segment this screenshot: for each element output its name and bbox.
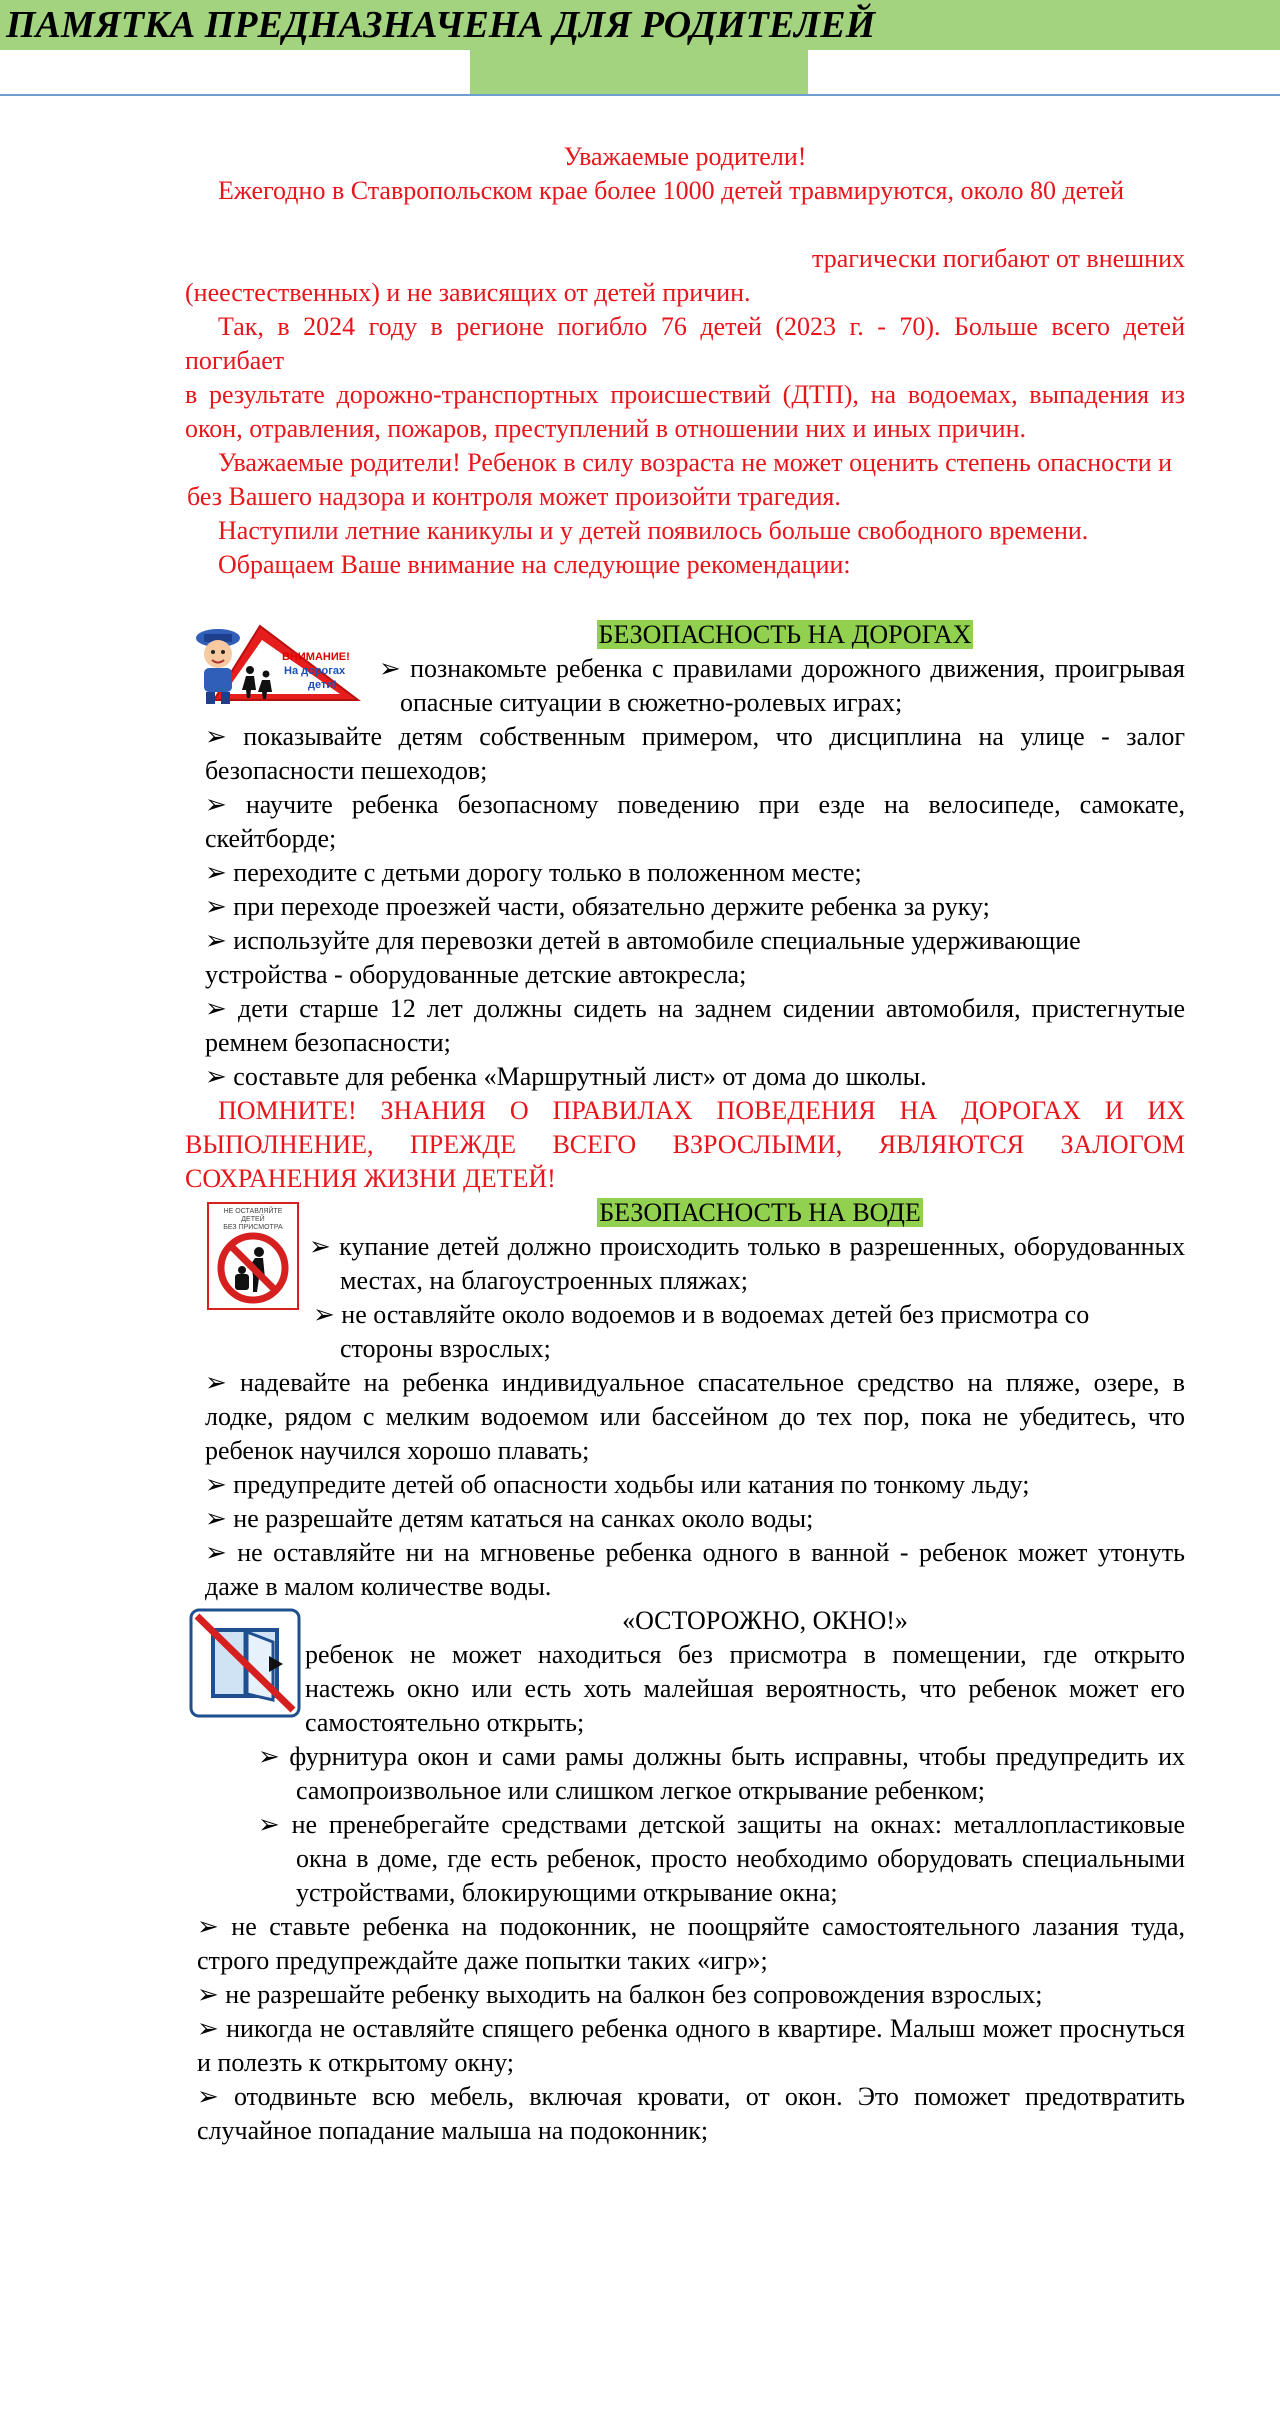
intro-p1b: трагически погибают от внешних [812, 244, 1185, 273]
window-heading [185, 1604, 1185, 1638]
road-item-3: ➢ научите ребенка безопасному поведению при езде на велосипеде, самокате, скейтборде; [205, 790, 1185, 853]
water-item-4: ➢ предупредите детей об опасности ходьбы или катания по тонкому льду; [205, 1470, 1030, 1499]
header-tab-block [470, 50, 808, 94]
road-heading-text: БЕЗОПАСНОСТЬ НА ДОРОГАХ [598, 620, 972, 649]
road-list [185, 720, 1185, 1094]
intro-greeting: Уважаемые родители! [563, 142, 807, 171]
road-item-5: ➢ при переходе проезжей части, обязательно держите ребенка за руку; [205, 892, 990, 921]
window-item-3: ➢ не пренебрегайте средствами детской защиты на окнах: металлопластиковые окна в доме, где есть ребенок, просто необходимо оборудовать специальными устройствами, блокирующими открывание окна; [258, 1810, 1185, 1907]
water-item-3: ➢ надевайте на ребенка индивидуальное спасательное средство на пляже, озере, в лодке, рядом с мелким водоемом или бассейном до тех пор, пока не убедитесь, что ребенок научился хорошо плавать; [205, 1368, 1185, 1465]
water-item-1: ➢ купание детей должно происходить только в разрешенных, оборудованных местах, на благоустроенных пляжах; [309, 1232, 1185, 1295]
intro-p3b: без Вашего надзора и контроля может произойти трагедия. [187, 482, 841, 511]
intro-p4: Наступили летние каникулы и у детей появилось больше свободного времени. [218, 516, 1089, 545]
water-warning-image [207, 1202, 299, 1310]
page-title: ПАМЯТКА ПРЕДНАЗНАЧЕНА ДЛЯ РОДИТЕЛЕЙ [6, 4, 876, 46]
window-warning-image [189, 1608, 301, 1718]
road-warning-image [190, 622, 362, 706]
intro-p1a: Ежегодно в Ставропольском крае более 1000 детей травмируются, около 80 детей [218, 176, 1125, 205]
window-section [185, 1604, 1185, 2148]
water-sign-text-3: БЕЗ ПРИСМОТРА [223, 1224, 283, 1231]
road-sign-text-2: На дорогах [284, 665, 346, 677]
water-heading-text: БЕЗОПАСНОСТЬ НА ВОДЕ [599, 1198, 921, 1227]
water-item-6: ➢ не оставляйте ни на мгновенье ребенка одного в ванной - ребенок может утонуть даже в малом количестве воды. [205, 1538, 1185, 1601]
no-unattended-children-icon [221, 1236, 285, 1300]
window-item-2: ➢ фурнитура окон и сами рамы должны быть исправны, чтобы предупредить их самопроизвольное или слишком легкое открывание ребенком; [258, 1742, 1185, 1805]
road-item-8: ➢ составьте для ребенка «Маршрутный лист» от дома до школы. [205, 1062, 927, 1091]
road-sign-text-1: ВНИМАНИЕ! [282, 651, 350, 663]
road-section [185, 618, 1185, 1196]
road-item-7: ➢ дети старше 12 лет должны сидеть на заднем сидении автомобиля, пристегнутые ремнем безопасности; [205, 994, 1185, 1057]
document-body [185, 140, 1185, 2148]
intro-p3a: Уважаемые родители! Ребенок в силу возраста не может оценить степень опасности и [218, 448, 1173, 477]
window-item-4: ➢ не ставьте ребенка на подоконник, не поощряйте самостоятельного лазания туда, строго предупреждайте даже попытки таких «игр»; [197, 1912, 1185, 1975]
water-list [185, 1366, 1185, 1604]
intro-p2b: в результате дорожно-транспортных происшествий (ДТП), на водоемах, выпадения из окон, отравления, пожаров, преступлений в отношении них и иных причин. [185, 380, 1185, 443]
intro-section [185, 140, 1185, 582]
water-sign-text-2: ДЕТЕЙ [241, 1216, 265, 1223]
water-heading [185, 1196, 1185, 1230]
window-heading-text: «ОСТОРОЖНО, ОКНО!» [622, 1606, 908, 1635]
window-item-5: ➢ не разрешайте ребенку выходить на балкон без сопровождения взрослых; [197, 1980, 1043, 2009]
water-item-2: ➢ не оставляйте около водоемов и в водоемах детей без присмотра со стороны взрослых; [313, 1300, 1090, 1363]
water-section [185, 1196, 1185, 1604]
road-item-4: ➢ переходите с детьми дорогу только в положенном месте; [205, 858, 862, 887]
road-sign-text-3: дети! [308, 679, 337, 691]
water-sign-text-1: НЕ ОСТАВЛЯЙТЕ [223, 1208, 283, 1215]
road-item-6: ➢ используйте для перевозки детей в автомобиле специальные удерживающие устройства - оборудованные детские автокресла; [205, 926, 1081, 989]
water-item-5: ➢ не разрешайте детям кататься на санках около воды; [205, 1504, 814, 1533]
road-item-1: ➢ познакомьте ребенка с правилами дорожного движения, проигрывая опасные ситуации в сюжетно-ролевых играх; [379, 654, 1185, 717]
window-item-6: ➢ никогда не оставляйте спящего ребенка одного в квартире. Малыш может проснуться и полезть к открытому окну; [197, 2014, 1185, 2077]
window-list [185, 1910, 1185, 2148]
header-banner [0, 0, 1280, 50]
header-divider [0, 94, 1280, 96]
window-item-1: ребенок не может находиться без присмотра в помещении, где открыто настежь окно или есть хоть малейшая вероятность, что ребенок может его самостоятельно открыть; [305, 1640, 1185, 1737]
intro-p5: Обращаем Ваше внимание на следующие рекомендации: [218, 550, 851, 579]
window-item-7: ➢ отодвиньте всю мебель, включая кровати, от окон. Это поможет предотвратить случайное попадание малыша на подоконник; [197, 2082, 1185, 2145]
road-item-2: ➢ показывайте детям собственным примером, что дисциплина на улице - залог безопасности пешеходов; [205, 722, 1185, 785]
intro-p1c: (неестественных) и не зависящих от детей причин. [185, 278, 751, 307]
intro-p2a: Так, в 2024 году в регионе погибло 76 детей (2023 г. - 70). Больше всего детей погибает [185, 312, 1185, 375]
road-warning-text: ПОМНИТЕ! ЗНАНИЯ О ПРАВИЛАХ ПОВЕДЕНИЯ НА ДОРОГАХ И ИХ ВЫПОЛНЕНИЕ, ПРЕЖДЕ ВСЕГО ВЗРОСЛЫМИ, ЯВЛЯЮТСЯ ЗАЛОГОМ СОХРАНЕНИЯ ЖИЗНИ ДЕТЕЙ! [185, 1096, 1185, 1193]
